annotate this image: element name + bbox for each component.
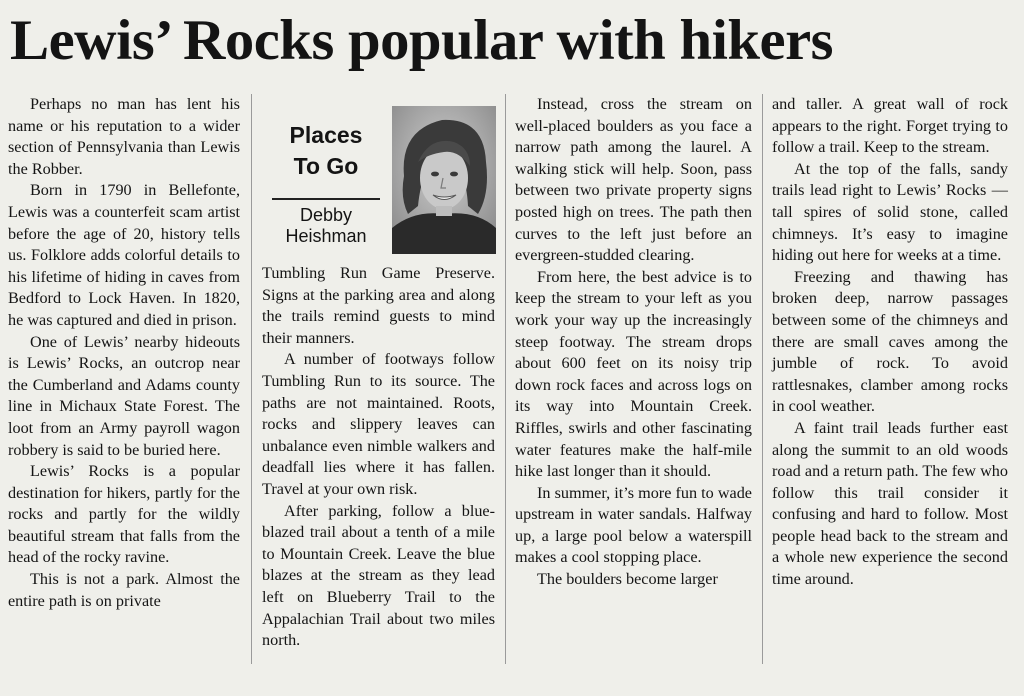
article-paragraph: At the top of the falls, sandy trails lead right to Lewis’ Rocks — tall spires of solid stone, called chimneys. It’s easy to imagine hiding out here for weeks at a time.	[772, 159, 1008, 265]
column-label-title-line: Places	[289, 122, 363, 148]
author-name-line: Debby	[299, 205, 353, 225]
article-paragraph: A number of footways follow Tumbling Run to its source. The paths are not maintained. Roots, rocks and slippery leaves can unbalance even nimble walkers and deadfall lies where it has fallen. Travel at your own risk.	[262, 350, 495, 498]
article-paragraph: This is not a park. Almost the entire path is on private	[8, 570, 240, 610]
article-paragraph: After parking, follow a blue-blazed trail about a tenth of a mile to Mountain Creek. Leave the blue blazes at the stream as they lead left on Blueberry Trail to the Appalachian Trail about two miles north.	[262, 501, 495, 650]
author-photo	[392, 106, 496, 254]
article-column-3	[515, 94, 752, 591]
column-label-divider	[272, 198, 380, 200]
article-paragraph: Freezing and thawing has broken deep, narrow passages between some of the chimneys and there are small caves among the jumble of rock. To avoid rattlesnakes, clamber among rocks in cool weather.	[772, 267, 1008, 416]
article-paragraph: From here, the best advice is to keep the stream to your left as you work your way up the increasingly steep footway. The stream drops about 600 feet on its noisy trip down rock faces and across logs on its way into Mountain Creek. Riffles, swirls and other fascinating water features make the half-mile hike last longer than it should.	[515, 267, 752, 481]
article-paragraph: One of Lewis’ nearby hideouts is Lewis’ Rocks, an outcrop near the Cumberland and Adams county line in Michaux State Forest. The loot from an Army payroll wagon robbery is said to be buried here.	[8, 332, 240, 459]
article-paragraph: Tumbling Run Game Preserve. Signs at the parking area and along the trails remind guests to mind their manners.	[262, 264, 495, 347]
article-paragraph: A faint trail leads further east along the summit to an old woods road and a return path. The few who follow this trail consider it confusing and hard to follow. Most people head back to the stream and a whole new experience the second time around.	[772, 418, 1008, 589]
article-paragraph: Instead, cross the stream on well-placed boulders as you face a narrow path among the laurel. A walking stick will help. Soon, pass between two private property signs posted high on trees. The path then curves to the left just before an evergreen-studded clearing.	[515, 95, 752, 265]
article-column-2	[262, 263, 495, 652]
article-paragraph: and taller. A great wall of rock appears to the right. Forget trying to follow a trail. Keep to the stream.	[772, 95, 1008, 157]
column-rule	[505, 94, 506, 664]
author-name-line: Heishman	[285, 226, 367, 246]
article-column-4	[772, 94, 1008, 591]
column-rule	[251, 94, 252, 664]
column-label-author	[274, 205, 378, 247]
column-label-box	[262, 104, 498, 254]
article-column-1	[8, 94, 240, 612]
column-label-title	[274, 120, 378, 182]
article-paragraph: Perhaps no man has lent his name or his reputation to a wider section of Pennsylvania than Lewis the Robber.	[8, 95, 240, 178]
headline: Lewis’ Rocks popular with hikers	[10, 9, 833, 72]
column-label-title-line: To Go	[293, 153, 359, 179]
article-paragraph: Lewis’ Rocks is a popular destination for hikers, partly for the rocks and partly for the wildly beautiful stream that falls from the head of the rocky ravine.	[8, 462, 240, 567]
article-paragraph: Born in 1790 in Bellefonte, Lewis was a counterfeit scam artist before the age of 20, history tells us. Folklore adds colorful details to his lifetime of hiding in caves from Bedford to Lock Haven. In 1820, he was captured and died in prison.	[8, 181, 240, 329]
article-paragraph: The boulders become larger	[537, 570, 718, 589]
column-rule	[762, 94, 763, 664]
article-paragraph: In summer, it’s more fun to wade upstream in water sandals. Halfway up, a large pool below a waterspill makes a cool stopping place.	[515, 483, 752, 567]
